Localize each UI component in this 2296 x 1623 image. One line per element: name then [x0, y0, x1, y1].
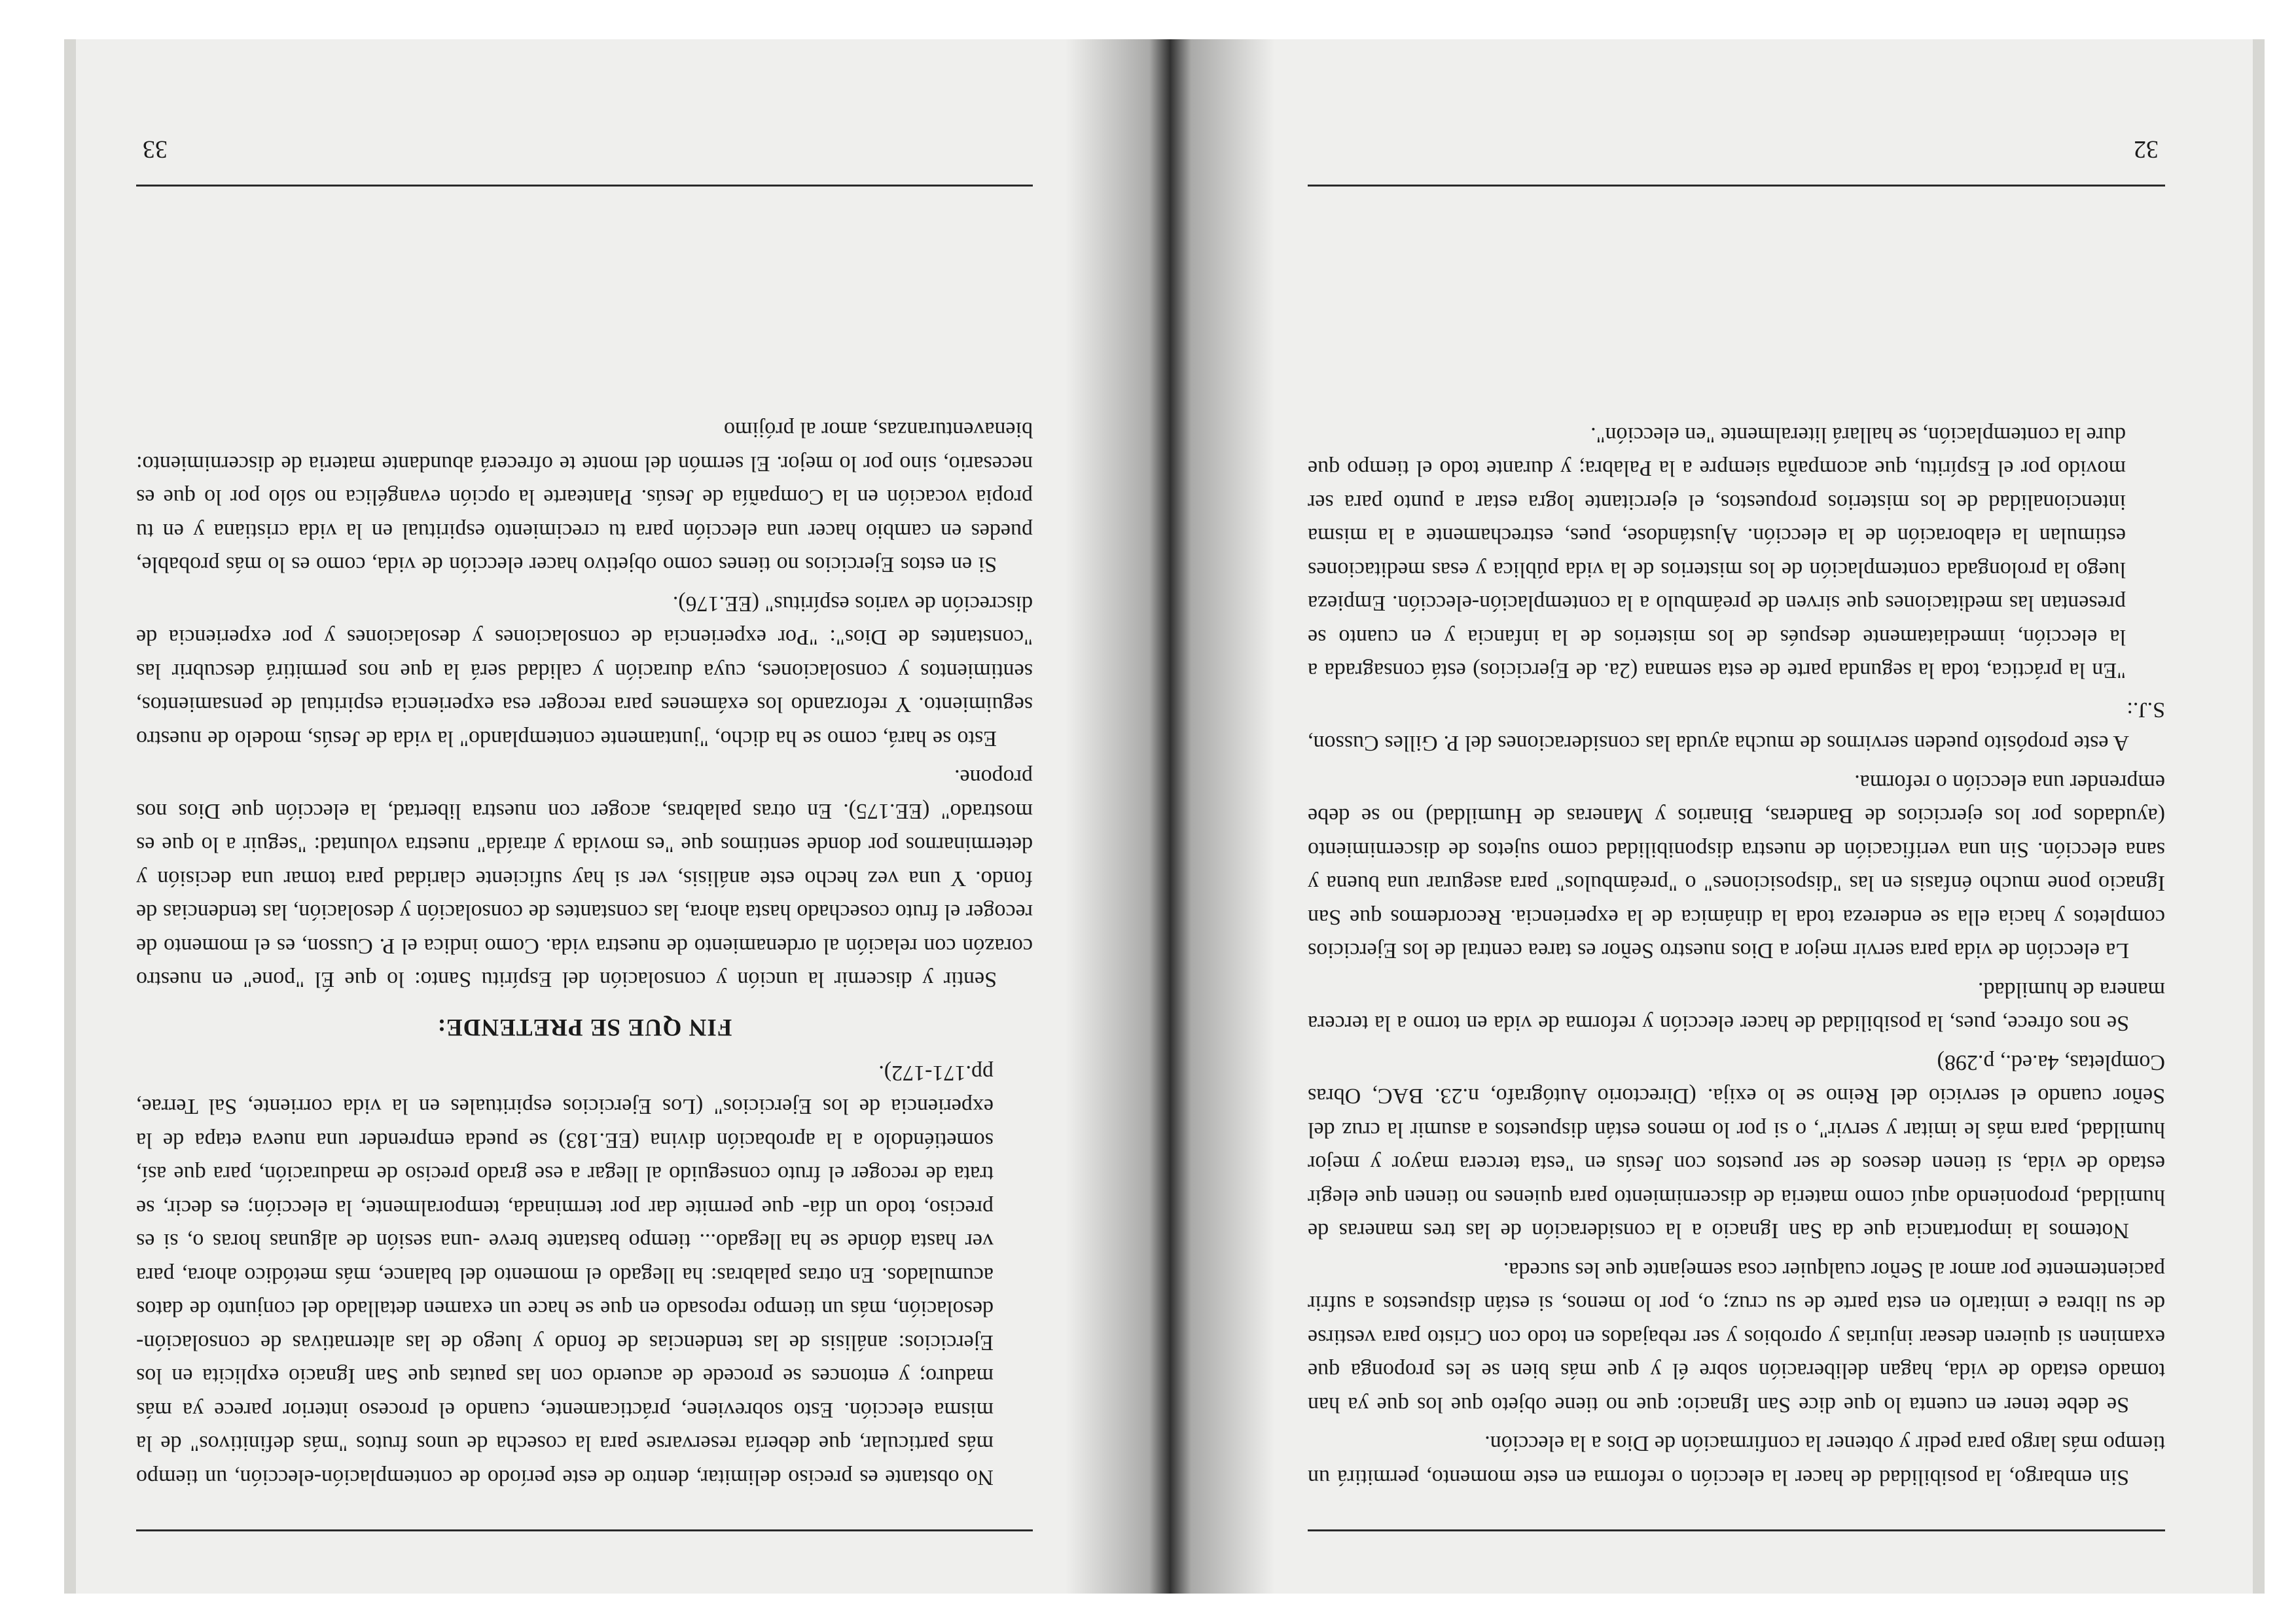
binding-gutter-shadow — [1066, 39, 1275, 1594]
section-heading: FIN QUE SE PRETENDE: — [437, 1014, 732, 1041]
page-edge-right — [64, 39, 76, 1594]
paragraph: A este propósito pueden servirnos de mucha ayuda las consideraciones del P. Gilles Cusson, S.J.: — [1308, 698, 2165, 756]
header-rule — [1308, 1529, 2165, 1531]
page-number: 32 — [2134, 135, 2159, 163]
left-page — [1308, 135, 2165, 1532]
paragraph: Esto se hará, como se ha dicho, "juntamente contemplando" la vida de Jesús, modelo de nuestro seguimiento. Y reforzando los exámenes para recoger esa experiencia espiritual de pensamientos, sentimientos y consolaciones, cuya duración y calidad será la que nos permitirá descubrir las "constantes de Dios": "Por experiencia de consolaciones y desolaciones y por experiencia de discreción de varios espíritus" (EE.176). — [136, 592, 1033, 751]
page-edge-left — [2253, 39, 2265, 1594]
right-page — [136, 135, 1033, 1531]
paragraph: Si en estos Ejercicios no tienes como objetivo hacer elección de vida, como es lo más probable, puedes en cambio hacer una elección para tu crecimiento espiritual en la vida cristiana y en tu propia vocación en la Compañía de Jesús. Plantearte la opción evangélica no sólo por lo que es necesario, sino por lo mejor. El sermón del monte te ofrecerá abundante materia de discernimiento: bienaventuranzas, amor al prójimo — [136, 418, 1033, 577]
block-quote: No obstante es preciso delimitar, dentro de este período de contemplación-elección, un tiempo más particular, que debería reservarse para la cosecha de unos frutos "más definitivos" de la misma elección. Esto sobreviene, prácticamente, cuando el proceso interior parece ya más maduro; y entonces se procede de acuerdo con las pautas que San Ignacio explicita en los Ejercicios: análisis de las tendencias de fondo y luego de las alternativas de consolación-desolación, más un tiempo reposado en que se hace un examen detallado del conjunto de datos acumulados. En otras palabras: ha llegado el momento del balance, más metódico ahora, para ver hasta dónde se ha llegado... tiempo bastante breve -una sesión de algunas horas o, si es preciso, todo un día- que permite dar por terminada, temporalmente, la elección; es decir, se trata de recoger el fruto conseguido al llegar a ese grado preciso de maduración, para que así, sometiéndolo a la aprobación divina (EE.183) se pueda emprender una nueva etapa de la experiencia de los Ejercicios" (Los Ejercicios espirituales en la vida corriente, Sal Terrae, pp.171-172). — [136, 1061, 994, 1489]
paragraph: Se nos ofrece, pues, la posibilidad de hacer elección y reforma de vida en torno a la tercera manera de humildad. — [1308, 978, 2165, 1036]
right-page-body — [136, 413, 1033, 1494]
page-number: 33 — [143, 135, 168, 163]
left-page-body — [1308, 418, 2165, 1495]
block-quote: "En la práctica, toda la segunda parte de esta semana (2a. de Ejercicios) está consagrada a la elección, inmediatamente después de los misterios de la infancia y en cuanto se presentan las meditaciones que sirven de preámbulo a la contemplación-elección. Empieza luego la prolongada contemplación de los misterios de la vida pública y esas meditaciones estimulan la elaboración de la elección. Ajustándose, pues, estrechamente a la misma intencionalidad de los misterios propuestos, el ejercitante logra estar a punto para ser movido por el Espíritu, que acompaña siempre a la Palabra; y durante todo el tiempo que dure la contemplación, se hallará literalmente "en elección". — [1308, 423, 2126, 683]
footer-rule — [1308, 185, 2165, 187]
header-rule — [136, 1529, 1033, 1531]
paragraph: Sin embargo, la posibilidad de hacer la elección o reforma en este momento, permitirá un tiempo más largo para pedir y obtener la confirmación de Dios a la elección. — [1308, 1431, 2165, 1489]
paragraph: Se debe tener en cuenta lo que dice San Ignacio: que no tiene objeto que los que ya han tomado estado de vida, hagan deliberación sobre él y que más bien se les proponga que examinen si quieren desear injurias y oprobios y ser rebajados en todo con Cristo para vestirse de su librea e imitarlo en esta parte de su cruz; o, por lo menos, si están dispuestos a sufrir pacientemente por amor al Señor cualquier cosa semejante que les suceda. — [1308, 1258, 2165, 1417]
paragraph: Sentir y discernir la unción y consolación del Espíritu Santo: lo que Él "pone" en nuestro corazón con relación al ordenamiento de nuestra vida. Como indica el P. Cusson, es el momento de recoger el fruto cosechado hasta ahora, las constantes de consolación y desolación, las tendencias de fondo. Y una vez hecho este análisis, ver si hay suficiente claridad para tomar una decisión y determinarnos por donde sentimos que "es movida y atraída" nuestra voluntad: "seguir a lo que es mostrado" (EE.175). En otras palabras, acoger con nuestra libertad, la elección que Dios nos propone. — [136, 765, 1033, 992]
paragraph: La elección de vida para servir mejor a Dios nuestro Señor es tarea central de los Ejercicios completos y hacia ella se endereza toda la dinámica de la experiencia. Recordemos que San Ignacio pone mucho énfasis en las "disposiciones" o "preámbulos" para asegurar una buena y sana elección. Sin una verificación de nuestra disponibilidad como sujetos de discernimiento (ayudados por los ejercicios de Banderas, Binarios y Maneras de Humildad) no se debe emprender una elección o reforma. — [1308, 770, 2165, 963]
paragraph: Notemos la importancia que da San Ignacio a la consideración de las tres maneras de humildad, proponiendo aquí como materia de discernimiento para quienes no tienen que elegir estado de vida, si tienen deseos de ser puestos con Jesús en "esta tercera mayor y mejor humildad, para más le imitar y servir", o si por lo menos están dispuestos a asumir la cruz del Señor cuando el servicio del Reino se lo exija. (Directorio Autógrafo, n.23. BAC, Obras Completas, 4a.ed., p.298) — [1308, 1050, 2165, 1243]
footer-rule — [136, 185, 1033, 187]
